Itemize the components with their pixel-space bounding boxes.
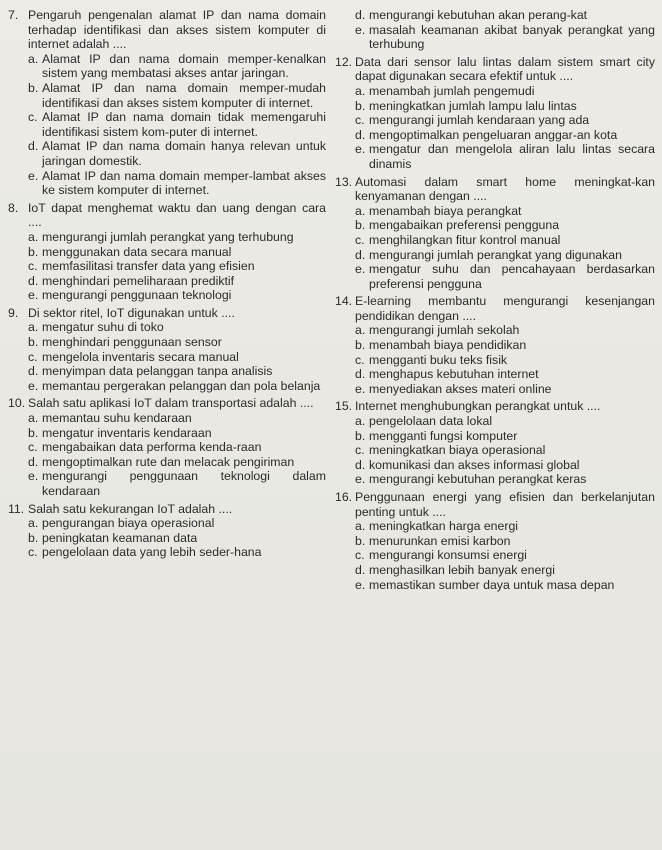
option-letter: b. — [355, 98, 366, 113]
option-letter: b. — [28, 530, 39, 545]
option-letter: a. — [28, 516, 39, 531]
option-text: menghapus kebutuhan internet — [369, 367, 539, 382]
option-letter: a. — [355, 83, 366, 98]
answer-option[interactable] — [355, 429, 655, 444]
answer-option[interactable] — [355, 262, 655, 291]
answer-option[interactable] — [355, 128, 655, 143]
answer-option[interactable] — [355, 443, 655, 458]
option-letter: a. — [355, 203, 366, 218]
option-text: komunikasi dan akses informasi global — [369, 457, 580, 472]
option-text: masalah keamanan akibat banyak perangkat yang terhubung — [369, 22, 655, 52]
option-text: pengurangan biaya operasional — [42, 516, 215, 531]
option-text: meningkatkan jumlah lampu lalu lintas — [369, 98, 577, 113]
option-letter: b. — [355, 428, 366, 443]
option-letter: e. — [28, 168, 39, 183]
answer-option[interactable] — [355, 8, 655, 23]
option-letter: c. — [28, 440, 38, 455]
option-text: memantau pergerakan pelanggan dan pola belanja — [42, 378, 321, 393]
option-text: menghindari penggunaan sensor — [42, 335, 222, 350]
option-text: menghilangkan fitur kontrol manual — [369, 232, 561, 247]
option-letter: d. — [355, 562, 366, 577]
option-text: mengatur inventaris kendaraan — [42, 425, 212, 440]
answer-option[interactable] — [355, 338, 655, 353]
option-text: mengatur suhu di toko — [42, 320, 164, 335]
question-number: 9. — [8, 305, 19, 320]
answer-option[interactable] — [355, 113, 655, 128]
option-letter: d. — [28, 364, 39, 379]
question-text: IoT dapat menghemat waktu dan uang dengan cara .... — [28, 200, 326, 230]
option-text: Alamat IP dan nama domain memper-lambat akses ke sistem komputer di internet. — [42, 168, 326, 198]
answer-option[interactable] — [28, 440, 326, 455]
option-letter: a. — [355, 519, 366, 534]
answer-option[interactable] — [355, 142, 655, 171]
answer-option[interactable] — [28, 288, 326, 303]
option-letter: a. — [28, 229, 39, 244]
option-text: mengoptimalkan rute dan melacak pengiriman — [42, 454, 295, 469]
option-letter: b. — [28, 425, 39, 440]
option-letter: c. — [28, 545, 38, 560]
question-text: Data dari sensor lalu lintas dalam sistem smart city dapat digunakan secara efektif untuk .... — [355, 54, 655, 84]
option-letter: b. — [28, 244, 39, 259]
answer-option[interactable] — [28, 52, 326, 81]
question-stem — [8, 306, 326, 321]
option-text: mengurangi jumlah perangkat yang digunakan — [369, 247, 622, 262]
option-letter: c. — [355, 113, 365, 128]
option-letter: a. — [355, 414, 366, 429]
answer-option[interactable] — [28, 81, 326, 110]
option-letter: b. — [28, 80, 39, 95]
answer-option[interactable] — [355, 414, 655, 429]
option-letter: b. — [355, 533, 366, 548]
option-text: mengganti fungsi komputer — [369, 428, 518, 443]
option-text: Alamat IP dan nama domain memper-kenalkan sistem yang membatasi akses antar jaringan. — [42, 51, 326, 81]
option-letter: c. — [355, 443, 365, 458]
answer-option[interactable] — [28, 516, 326, 531]
answer-option[interactable] — [355, 472, 655, 487]
option-text: menurunkan emisi karbon — [369, 533, 511, 548]
question-14 — [335, 294, 655, 396]
question-number: 15. — [335, 399, 353, 414]
option-letter: c. — [28, 349, 38, 364]
answer-option[interactable] — [28, 169, 326, 198]
option-letter: b. — [355, 218, 366, 233]
answer-option[interactable] — [355, 548, 655, 563]
question-stem — [335, 490, 655, 519]
question-13 — [335, 175, 655, 292]
option-letter: e. — [28, 378, 39, 393]
option-letter: a. — [28, 320, 39, 335]
question-11 — [8, 502, 326, 560]
option-text: Alamat IP dan nama domain tidak memengaruhi identifikasi sistem kom-puter di internet. — [42, 110, 326, 139]
answer-option[interactable] — [355, 233, 655, 248]
answer-option[interactable] — [28, 545, 326, 560]
option-text: mengoptimalkan pengeluaran anggar-an kota — [369, 127, 618, 142]
option-text: meningkatkan biaya operasional — [369, 443, 546, 458]
answer-option[interactable] — [355, 367, 655, 382]
option-letter: c. — [28, 259, 38, 274]
answer-option[interactable] — [28, 320, 326, 335]
question-text: Salah satu aplikasi IoT dalam transportasi adalah .... — [28, 396, 314, 411]
option-text: mengatur suhu dan pencahayaan berdasarkan preferensi pengguna — [369, 262, 655, 291]
answer-option[interactable] — [28, 274, 326, 289]
option-letter: d. — [28, 139, 39, 154]
question-number: 12. — [335, 54, 353, 69]
answer-option[interactable] — [355, 23, 655, 52]
option-text: mengganti buku teks fisik — [369, 352, 508, 367]
answer-option[interactable] — [355, 218, 655, 233]
option-letter: d. — [28, 454, 39, 469]
answer-option[interactable] — [355, 353, 655, 368]
answer-option[interactable] — [28, 411, 326, 426]
answer-option[interactable] — [28, 469, 326, 498]
option-text: memastikan sumber daya untuk masa depan — [369, 577, 615, 592]
question-number: 11. — [8, 501, 25, 516]
question-number: 16. — [335, 490, 353, 504]
option-text: pengelolaan data lokal — [369, 414, 493, 429]
option-letter: d. — [28, 273, 39, 288]
question-text: Automasi dalam smart home meningkat-kan kenyamanan dengan .... — [355, 174, 655, 204]
option-text: Alamat IP dan nama domain hanya relevan untuk jaringan domestik. — [42, 139, 326, 168]
question-15 — [335, 399, 655, 487]
option-text: memfasilitasi transfer data yang efisien — [42, 259, 255, 274]
answer-option[interactable] — [355, 458, 655, 473]
option-text: pengelolaan data yang lebih seder-hana — [42, 545, 262, 560]
question-text: Pengaruh pengenalan alamat IP dan nama domain terhadap identifikasi dan akses sistem komputer di internet adalah .... — [28, 8, 326, 52]
option-letter: d. — [355, 127, 366, 142]
option-letter: e. — [355, 577, 366, 592]
answer-option[interactable] — [355, 204, 655, 219]
question-number: 8. — [8, 200, 19, 215]
option-letter: e. — [355, 142, 366, 157]
option-text: menggunakan data secara manual — [42, 244, 232, 259]
option-text: mengurangi kebutuhan perangkat keras — [369, 472, 587, 487]
option-letter: b. — [28, 335, 39, 350]
question-stem — [335, 55, 655, 84]
question-text: Penggunaan energi yang efisien dan berkelanjutan penting untuk .... — [355, 490, 655, 519]
option-text: menghindari pemeliharaan prediktif — [42, 273, 235, 288]
question-stem — [8, 201, 326, 230]
question-text: Salah satu kekurangan IoT adalah .... — [28, 501, 233, 516]
option-text: meningkatkan harga energi — [369, 519, 519, 534]
answer-option[interactable] — [28, 259, 326, 274]
answer-option[interactable] — [28, 230, 326, 245]
option-text: mengabaikan data performa kenda-raan — [42, 440, 262, 455]
answer-option[interactable] — [28, 379, 326, 394]
question-8 — [8, 201, 326, 303]
answer-option[interactable] — [28, 335, 326, 350]
option-letter: b. — [355, 338, 366, 353]
option-text: mengurangi jumlah sekolah — [369, 323, 520, 338]
option-letter: c. — [355, 232, 365, 247]
question-stem — [335, 294, 655, 323]
answer-option[interactable] — [355, 578, 655, 593]
option-letter: d. — [355, 8, 366, 22]
option-text: mengurangi konsumsi energi — [369, 548, 527, 563]
question-12 — [335, 55, 655, 172]
question-stem — [8, 8, 326, 52]
option-letter: a. — [28, 51, 39, 66]
option-text: mengelola inventaris secara manual — [42, 349, 239, 364]
question-number: 10. — [8, 396, 26, 411]
option-letter: a. — [355, 323, 366, 338]
question-number: 13. — [335, 174, 353, 189]
option-letter: c. — [28, 110, 38, 125]
answer-option[interactable] — [28, 139, 326, 168]
question-stem — [8, 396, 326, 411]
right-column — [335, 8, 655, 595]
answer-option[interactable] — [355, 99, 655, 114]
answer-option[interactable] — [28, 426, 326, 441]
answer-option[interactable] — [355, 84, 655, 99]
option-text: menghasilkan lebih banyak energi — [369, 562, 555, 577]
option-text: mengurangi jumlah perangkat yang terhubung — [42, 229, 294, 244]
option-letter: e. — [28, 469, 39, 484]
option-text: mengurangi penggunaan teknologi — [42, 288, 232, 303]
answer-option[interactable] — [28, 245, 326, 260]
option-letter: e. — [355, 262, 366, 277]
answer-option[interactable] — [28, 364, 326, 379]
answer-option[interactable] — [355, 534, 655, 549]
option-letter: c. — [355, 352, 365, 367]
option-text: mengurangi jumlah kendaraan yang ada — [369, 113, 590, 128]
answer-option[interactable] — [355, 563, 655, 578]
answer-option[interactable] — [28, 531, 326, 546]
question-stem — [335, 175, 655, 204]
question-9 — [8, 306, 326, 394]
question-text: E-learning membantu mengurangi kesenjangan pendidikan dengan .... — [355, 294, 655, 323]
answer-option[interactable] — [28, 455, 326, 470]
option-text: menambah biaya perangkat — [369, 203, 522, 218]
question-stem — [8, 502, 326, 517]
question-10 — [8, 396, 326, 498]
option-text: mengurangi penggunaan teknologi dalam kendaraan — [42, 469, 326, 498]
answer-option[interactable] — [28, 110, 326, 139]
option-letter: c. — [355, 548, 365, 563]
question-stem — [335, 399, 655, 414]
question-text: Di sektor ritel, IoT digunakan untuk .... — [28, 305, 235, 320]
option-text: peningkatan keamanan data — [42, 530, 198, 545]
option-letter: e. — [28, 288, 39, 303]
question-16 — [335, 490, 655, 592]
option-text: menyimpan data pelanggan tanpa analisis — [42, 364, 273, 379]
question-number: 14. — [335, 294, 353, 309]
option-letter: e. — [355, 381, 366, 396]
option-letter: e. — [355, 472, 366, 487]
option-text: mengabaikan preferensi pengguna — [369, 218, 560, 233]
question-7 — [8, 8, 326, 198]
option-text: menambah jumlah pengemudi — [369, 83, 535, 98]
option-text: mengatur dan mengelola aliran lalu lintas secara dinamis — [369, 142, 655, 171]
answer-option[interactable] — [28, 350, 326, 365]
option-letter: d. — [355, 457, 366, 472]
option-text: mengurangi kebutuhan akan perang-kat — [369, 8, 588, 22]
option-text: menambah biaya pendidikan — [369, 338, 527, 353]
question-11-continued-options — [335, 8, 655, 52]
option-letter: d. — [355, 367, 366, 382]
answer-option[interactable] — [355, 519, 655, 534]
option-letter: d. — [355, 247, 366, 262]
question-number: 7. — [8, 8, 19, 22]
option-text: memantau suhu kendaraan — [42, 411, 192, 426]
option-text: Alamat IP dan nama domain memper-mudah identifikasi dan akses sistem komputer di internet. — [42, 80, 326, 110]
option-text: menyediakan akses materi online — [369, 381, 552, 396]
answer-option[interactable] — [355, 382, 655, 397]
answer-option[interactable] — [355, 248, 655, 263]
answer-option[interactable] — [355, 323, 655, 338]
option-letter: e. — [355, 22, 366, 37]
question-text: Internet menghubungkan perangkat untuk .... — [355, 399, 601, 414]
option-letter: a. — [28, 411, 39, 426]
left-column — [8, 8, 326, 563]
